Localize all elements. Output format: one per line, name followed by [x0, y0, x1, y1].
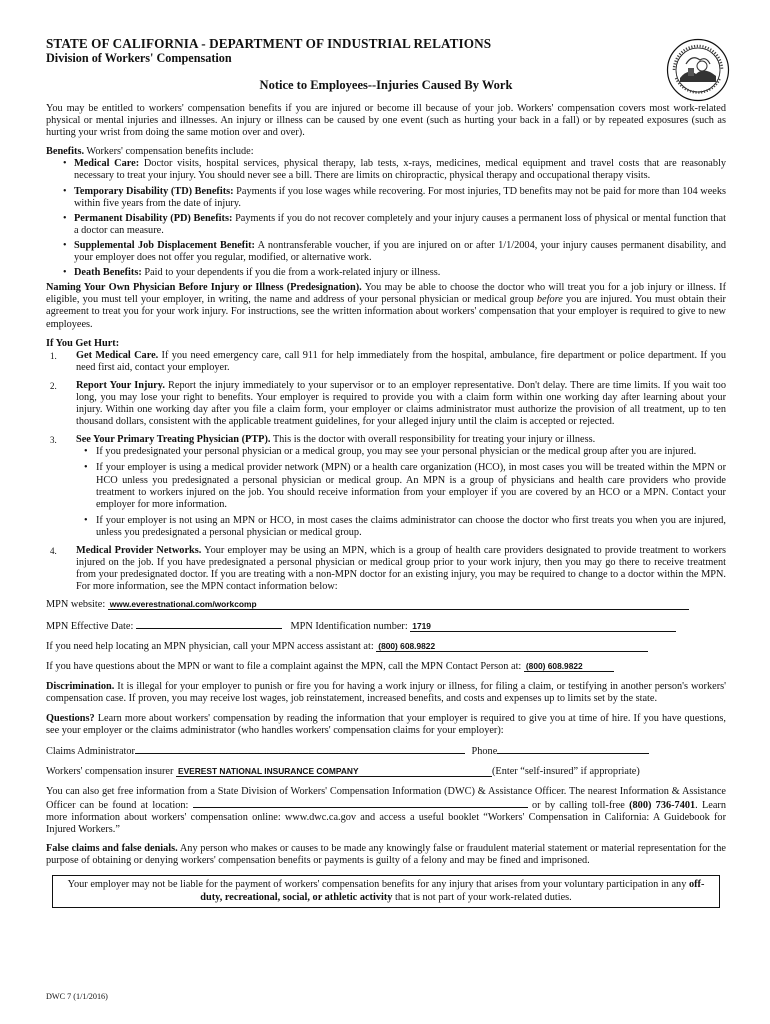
- benefit-label: Medical Care:: [74, 158, 140, 170]
- questions-heading: Questions?: [46, 712, 95, 724]
- mpn-access-line: [46, 641, 726, 653]
- mpn-effective-line: [46, 619, 726, 633]
- dwc-phone: (800) 736-7401: [629, 799, 696, 811]
- phone-field[interactable]: [497, 744, 649, 754]
- benefit-item: [74, 240, 726, 264]
- mpn-id-field[interactable]: 1719: [410, 621, 676, 632]
- step-item: [46, 380, 726, 428]
- step-text: Your employer may be using an MPN, which is a group of health care providers designated to provide treatment to workers injured on the job. If you have predesignated a personal physician or medical group prior to your work injury, then you may go there to receive treatment from your predesignated doctor. If you are treating with a non-MPN doctor for an existing injury, you may be required to change to a doctor within the MPN. For more information, see the MPN contact information below:: [76, 545, 727, 593]
- false-claims-paragraph: [46, 843, 726, 867]
- ptp-sub-item: • If your employer is using a medical provider network (MPN) or a health care organization (HCO), in most cases you will be treated within the MPN or HCO unless you predesignated a personal physician or medical group. An MPN is a group of physicians and health care providers who provide treatment to workers injured on the job. You should receive information from your employer if you are covered by an HCO or a MPN. Contact your employer for more information.: [88, 462, 726, 510]
- mpn-effective-label: MPN Effective Date:: [46, 621, 136, 633]
- step-number: 1.: [50, 350, 57, 361]
- liability-notice-text: that is not part of your work-related duties.: [392, 891, 572, 903]
- predesignation-emphasis: before: [536, 294, 563, 306]
- discrimination-paragraph: [46, 681, 726, 705]
- liability-notice-emphasis: off-duty, recreational, social, or athletic activity: [200, 879, 705, 903]
- ptp-sub-item: • If you predesignated your personal physician or a medical group, you may see your personal physician or the medical group after you are injured.: [88, 446, 726, 458]
- liability-notice-box: [52, 875, 720, 908]
- dwc-info-text: by calling toll-free: [544, 799, 630, 811]
- mpn-access-label: If you need help locating an MPN physician, call your MPN access assistant at:: [46, 641, 377, 653]
- notice-title: Notice to Employees--Injuries Caused By Work: [259, 78, 513, 92]
- dwc-info-text: . Learn more information about workers' compensation online: www.dwc.ca.gov and access a useful booklet “Workers' Compensation in California: A Guidebook for Injured Workers.”: [46, 799, 727, 836]
- step-label: Report Your Injury.: [76, 379, 165, 391]
- benefit-text: Payments if you do not recover completely and your injury causes a permanent loss of physical or mental function that a doctor can measure.: [74, 212, 726, 236]
- step-item: [46, 545, 726, 593]
- claims-admin-line: [46, 744, 726, 758]
- mpn-effective-field[interactable]: [136, 619, 282, 629]
- benefits-list: [62, 158, 726, 279]
- benefit-text: Payments if you lose wages while recovering. For most injuries, TD benefits may not be paid for more than 104 weeks within five years from the date of injury.: [74, 185, 727, 209]
- ptp-sub-item: • If your employer is not using an MPN or HCO, in most cases the claims administrator can choose the doctor who first treats you when you are injured, unless you predesignated a personal physician or medical group.: [88, 515, 726, 539]
- predesignation-text: you are injured. You must obtain their agreement to treat you for your work injury. For instructions, see the written information about workers' compensation that your employer is required to give to new employees.: [46, 294, 726, 330]
- step-text: Report the injury immediately to your supervisor or to an employer representative. Don't delay. There are time limits. If you wait too long, you may lose your right to benefits. Your employer is required to provide you with a claim form within one working day after learning about your injury. Within one working day after you file a claim form, your employer or claims administrator must authorize the provision of all treatment, up to ten thousand dollars, consistent with the applicable treatment guidelines, for your alleged injury until the claim is accepted or rejected.: [76, 379, 726, 428]
- phone-label: Phone: [471, 745, 498, 757]
- insurer-line: [46, 766, 726, 778]
- step-label: See Your Primary Treating Physician (PTP).: [76, 434, 271, 446]
- insurer-field[interactable]: EVEREST NATIONAL INSURANCE COMPANY: [176, 766, 492, 777]
- benefit-text: Paid to your dependents if you die from a work-related injury or illness.: [141, 267, 441, 279]
- insurer-note: (Enter “self-insured” if appropriate): [492, 765, 640, 777]
- if-hurt-steps: [46, 350, 726, 594]
- step-number: 4.: [50, 546, 57, 556]
- false-claims-text: Any person who makes or causes to be made any knowingly false or fraudulent material statement or material representation for the purpose of obtaining or denying workers' compensation benefits or payments is guilty of a felony and may be fined and imprisoned.: [46, 843, 726, 867]
- benefit-item: [74, 267, 726, 279]
- liability-notice-text: Your employer may not be liable for the payment of workers' compensation benefits for any injury that arises from your voluntary participation in any: [67, 879, 689, 891]
- benefit-text: Doctor visits, hospital services, physical therapy, lab tests, x-rays, medicines, medical equipment and travel costs that are reasonably necessary to treat your injury. You should never see a bill. There are limits on chiropractic, physical therapy and occupational therapy visits.: [74, 158, 726, 182]
- false-claims-heading: False claims and false denials.: [46, 843, 178, 855]
- form-footer: DWC 7 (1/1/2016): [46, 992, 108, 1001]
- benefit-label: Temporary Disability (TD) Benefits:: [74, 185, 234, 197]
- step-text: If you need emergency care, call 911 for help immediately from the hospital, ambulance, fire department or police department. If you need first aid, contact your employer.: [76, 349, 726, 373]
- benefits-heading: Benefits.: [46, 146, 85, 158]
- benefit-item: [74, 186, 726, 210]
- step-label: Get Medical Care.: [76, 349, 159, 361]
- dwc-or: or: [531, 799, 541, 811]
- step-text: This is the doctor with overall responsibility for treating your injury or illness.: [270, 434, 596, 446]
- notice-document: [46, 36, 726, 908]
- benefit-label: Permanent Disability (PD) Benefits:: [74, 212, 233, 224]
- questions-paragraph: [46, 713, 726, 737]
- benefits-lead-text: Workers' compensation benefits include:: [84, 146, 254, 158]
- discrimination-heading: Discrimination.: [46, 681, 115, 693]
- step-number: 3.: [50, 435, 57, 446]
- predesignation-heading: Naming Your Own Physician Before Injury or Illness (Predesignation).: [46, 282, 362, 294]
- division-heading: Division of Workers' Compensation: [46, 51, 232, 65]
- benefit-item: [74, 158, 726, 182]
- dwc-info-text: You can also get free information from a State Division of Workers' Compensation Information (DWC) & Assistance Officer. The nearest Information & Assistance Officer can be found at location:: [46, 785, 726, 811]
- discrimination-text: It is illegal for your employer to punish or fire you for having a work injury or illness, for filing a claim, or testifying in another person's workers' compensation case. If proven, you may receive lost wages, job reinstatement, increased benefits, and costs and expenses up to limits set by the state.: [46, 681, 726, 705]
- step-item: [46, 434, 726, 539]
- agency-heading: STATE OF CALIFORNIA - DEPARTMENT OF INDUSTRIAL RELATIONS: [46, 36, 492, 51]
- mpn-contact-label: If you have questions about the MPN or want to file a complaint against the MPN, call the MPN Contact Person at:: [46, 661, 524, 673]
- predesignation-paragraph: [46, 282, 726, 330]
- questions-text: Learn more about workers' compensation by reading the information that your employer is required to give you at time of hire. If you have questions, see your employer or the claims administrator (who handles workers' compensation claims for your employer):: [46, 712, 726, 736]
- claims-admin-field[interactable]: [135, 744, 465, 754]
- mpn-website-line: [46, 599, 726, 611]
- mpn-website-label: MPN website:: [46, 599, 108, 611]
- dwc-location-field[interactable]: [193, 798, 528, 808]
- intro-paragraph: You may be entitled to workers' compensation benefits if you are injured or become ill because of your job. Workers' compensation covers most work-related physical or mental injuries and illnesses. An injury or illness can be caused by one event (such as hurting your back in a fall) or by repeated exposures (such as hurting your wrist from doing the same motion over and over).: [46, 103, 726, 139]
- mpn-access-field[interactable]: (800) 608.9822: [376, 641, 648, 652]
- step-label: Medical Provider Networks.: [76, 545, 202, 556]
- dwc-info-paragraph: [46, 786, 726, 836]
- benefit-item: [74, 213, 726, 237]
- if-hurt-heading: [46, 338, 726, 350]
- mpn-website-field[interactable]: www.everestnational.com/workcomp: [108, 599, 689, 610]
- mpn-contact-field[interactable]: (800) 608.9822: [524, 661, 614, 672]
- step-number: 2.: [50, 380, 57, 391]
- step-item: [46, 350, 726, 374]
- if-hurt-heading-text: If You Get Hurt:: [46, 337, 120, 349]
- benefit-label: Supplemental Job Displacement Benefit:: [74, 239, 255, 251]
- benefit-text: A nontransferable voucher, if you are injured on or after 1/1/2004, your injury causes permanent disability, and your employer does not offer you regular, modified, or alternative work.: [74, 239, 727, 264]
- claims-admin-label: Claims Administrator: [46, 745, 135, 757]
- ptp-sub-list: [76, 446, 726, 539]
- mpn-id-label: MPN Identification number:: [290, 621, 411, 633]
- benefits-lead: [46, 146, 726, 158]
- mpn-contact-line: [46, 661, 726, 673]
- benefit-label: Death Benefits:: [74, 267, 142, 279]
- insurer-label: Workers' compensation insurer: [46, 765, 174, 777]
- predesignation-text: You may be able to choose the doctor who will treat you for a job injury or illness. If eligible, you must tell your employer, in writing, the name and address of your personal physician or medical group: [46, 282, 726, 306]
